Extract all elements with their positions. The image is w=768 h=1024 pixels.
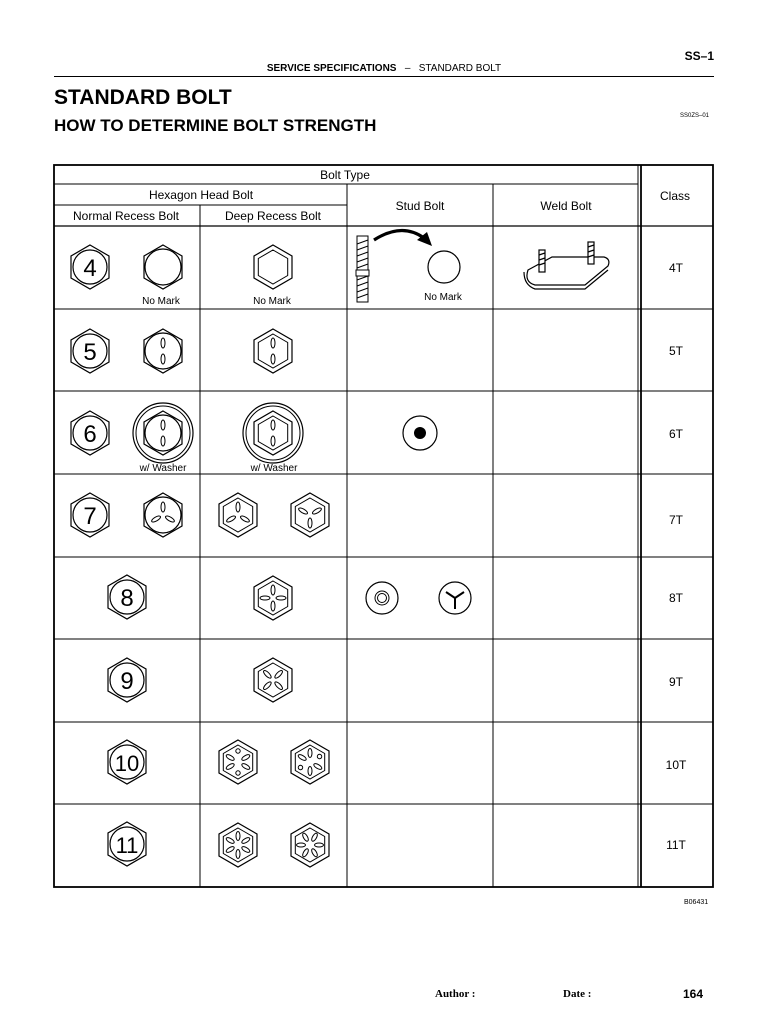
deep-recess-three-lines-a	[219, 493, 257, 537]
deep-recess-four-lines	[254, 576, 292, 620]
deep-recess-two-lines	[254, 329, 292, 373]
deep-recess-three-lines-b	[291, 493, 329, 537]
header-deep-recess-bolt: Deep Recess Bolt	[224, 209, 322, 223]
stud-bolt-note: No Mark	[424, 292, 462, 303]
bolt-mark-8: 8	[120, 585, 134, 612]
header-hexagon-head-bolt: Hexagon Head Bolt	[148, 188, 254, 202]
bolt-mark-5: 5	[83, 339, 97, 366]
hex-head-mark-9	[108, 658, 146, 702]
row-6t	[71, 403, 684, 474]
hex-head-mark-6	[71, 411, 109, 455]
row-4t	[71, 230, 684, 307]
arrow-icon	[374, 230, 432, 246]
class-10t: 10T	[665, 758, 687, 772]
author-label: Author :	[435, 988, 476, 1000]
subsection-title: STANDARD BOLT	[418, 63, 502, 74]
stud-end-no-mark-icon	[428, 251, 460, 283]
class-5t: 5T	[668, 344, 684, 358]
stud-end-y-mark-icon	[439, 582, 471, 614]
header-normal-recess-bolt: Normal Recess Bolt	[72, 209, 180, 223]
hex-head-mark-10	[108, 740, 146, 784]
deep-recess-no-mark	[254, 245, 292, 289]
bolt-mark-7: 7	[83, 503, 97, 530]
hex-head-mark-8	[108, 575, 146, 619]
normal-recess-note: No Mark	[142, 296, 180, 307]
section-title: SERVICE SPECIFICATIONS	[266, 63, 397, 74]
hex-head-mark-4	[71, 245, 109, 289]
row-9t	[108, 658, 684, 702]
class-4t: 4T	[668, 261, 684, 275]
bolt-mark-10: 10	[114, 751, 140, 776]
hex-head-mark-5	[71, 329, 109, 373]
hex-head-mark-11	[108, 822, 146, 866]
header-class: Class	[659, 189, 691, 203]
deep-recess-five-lines-b	[291, 740, 329, 784]
figure-code: B06431	[684, 899, 709, 906]
page-title: STANDARD BOLT	[54, 86, 232, 109]
bolt-mark-11: 11	[115, 833, 139, 858]
row-7t	[71, 493, 684, 537]
page-code: SS–1	[684, 49, 714, 63]
class-6t: 6T	[668, 427, 684, 441]
header-stud-bolt: Stud Bolt	[395, 199, 445, 213]
hex-head-no-mark	[144, 245, 182, 289]
deep-recess-note: No Mark	[253, 296, 291, 307]
class-11t: 11T	[666, 838, 686, 852]
bolt-mark-6: 6	[83, 421, 97, 448]
normal-recess-washer-note: w/ Washer	[139, 463, 187, 474]
page-number: 164	[683, 987, 704, 1001]
header-bolt-type: Bolt Type	[320, 168, 370, 182]
row-11t	[108, 822, 687, 867]
page-subtitle: HOW TO DETERMINE BOLT STRENGTH	[54, 116, 377, 135]
hex-head-mark-7	[71, 493, 109, 537]
stud-bolt-icon	[356, 236, 369, 302]
deep-recess-six-lines-a	[219, 823, 257, 867]
hex-head-three-lines	[144, 493, 182, 537]
document-code: SS0ZS–01	[680, 113, 710, 119]
header-separator: –	[404, 63, 411, 74]
bolt-mark-9: 9	[120, 668, 134, 695]
bolt-mark-4: 4	[83, 255, 97, 282]
deep-recess-six-lines-b	[291, 823, 329, 867]
deep-recess-five-lines-a	[219, 740, 257, 784]
hex-head-two-lines	[144, 329, 182, 373]
class-8t: 8T	[668, 591, 684, 605]
row-10t	[108, 740, 687, 784]
deep-recess-washer-note: w/ Washer	[250, 463, 298, 474]
class-7t: 7T	[668, 513, 684, 527]
row-5t	[71, 329, 684, 373]
deep-recess-washer-two-lines	[243, 403, 303, 463]
deep-recess-four-diagonal-lines	[254, 658, 292, 702]
stud-end-double-circle-icon	[366, 582, 398, 614]
class-9t: 9T	[668, 675, 684, 689]
row-8t	[108, 575, 684, 620]
date-label: Date :	[563, 988, 592, 1000]
header-weld-bolt: Weld Bolt	[540, 199, 592, 213]
weld-bolt-icon	[524, 242, 609, 289]
stud-end-dot-icon	[403, 416, 437, 450]
washer-head-two-lines	[133, 403, 193, 463]
